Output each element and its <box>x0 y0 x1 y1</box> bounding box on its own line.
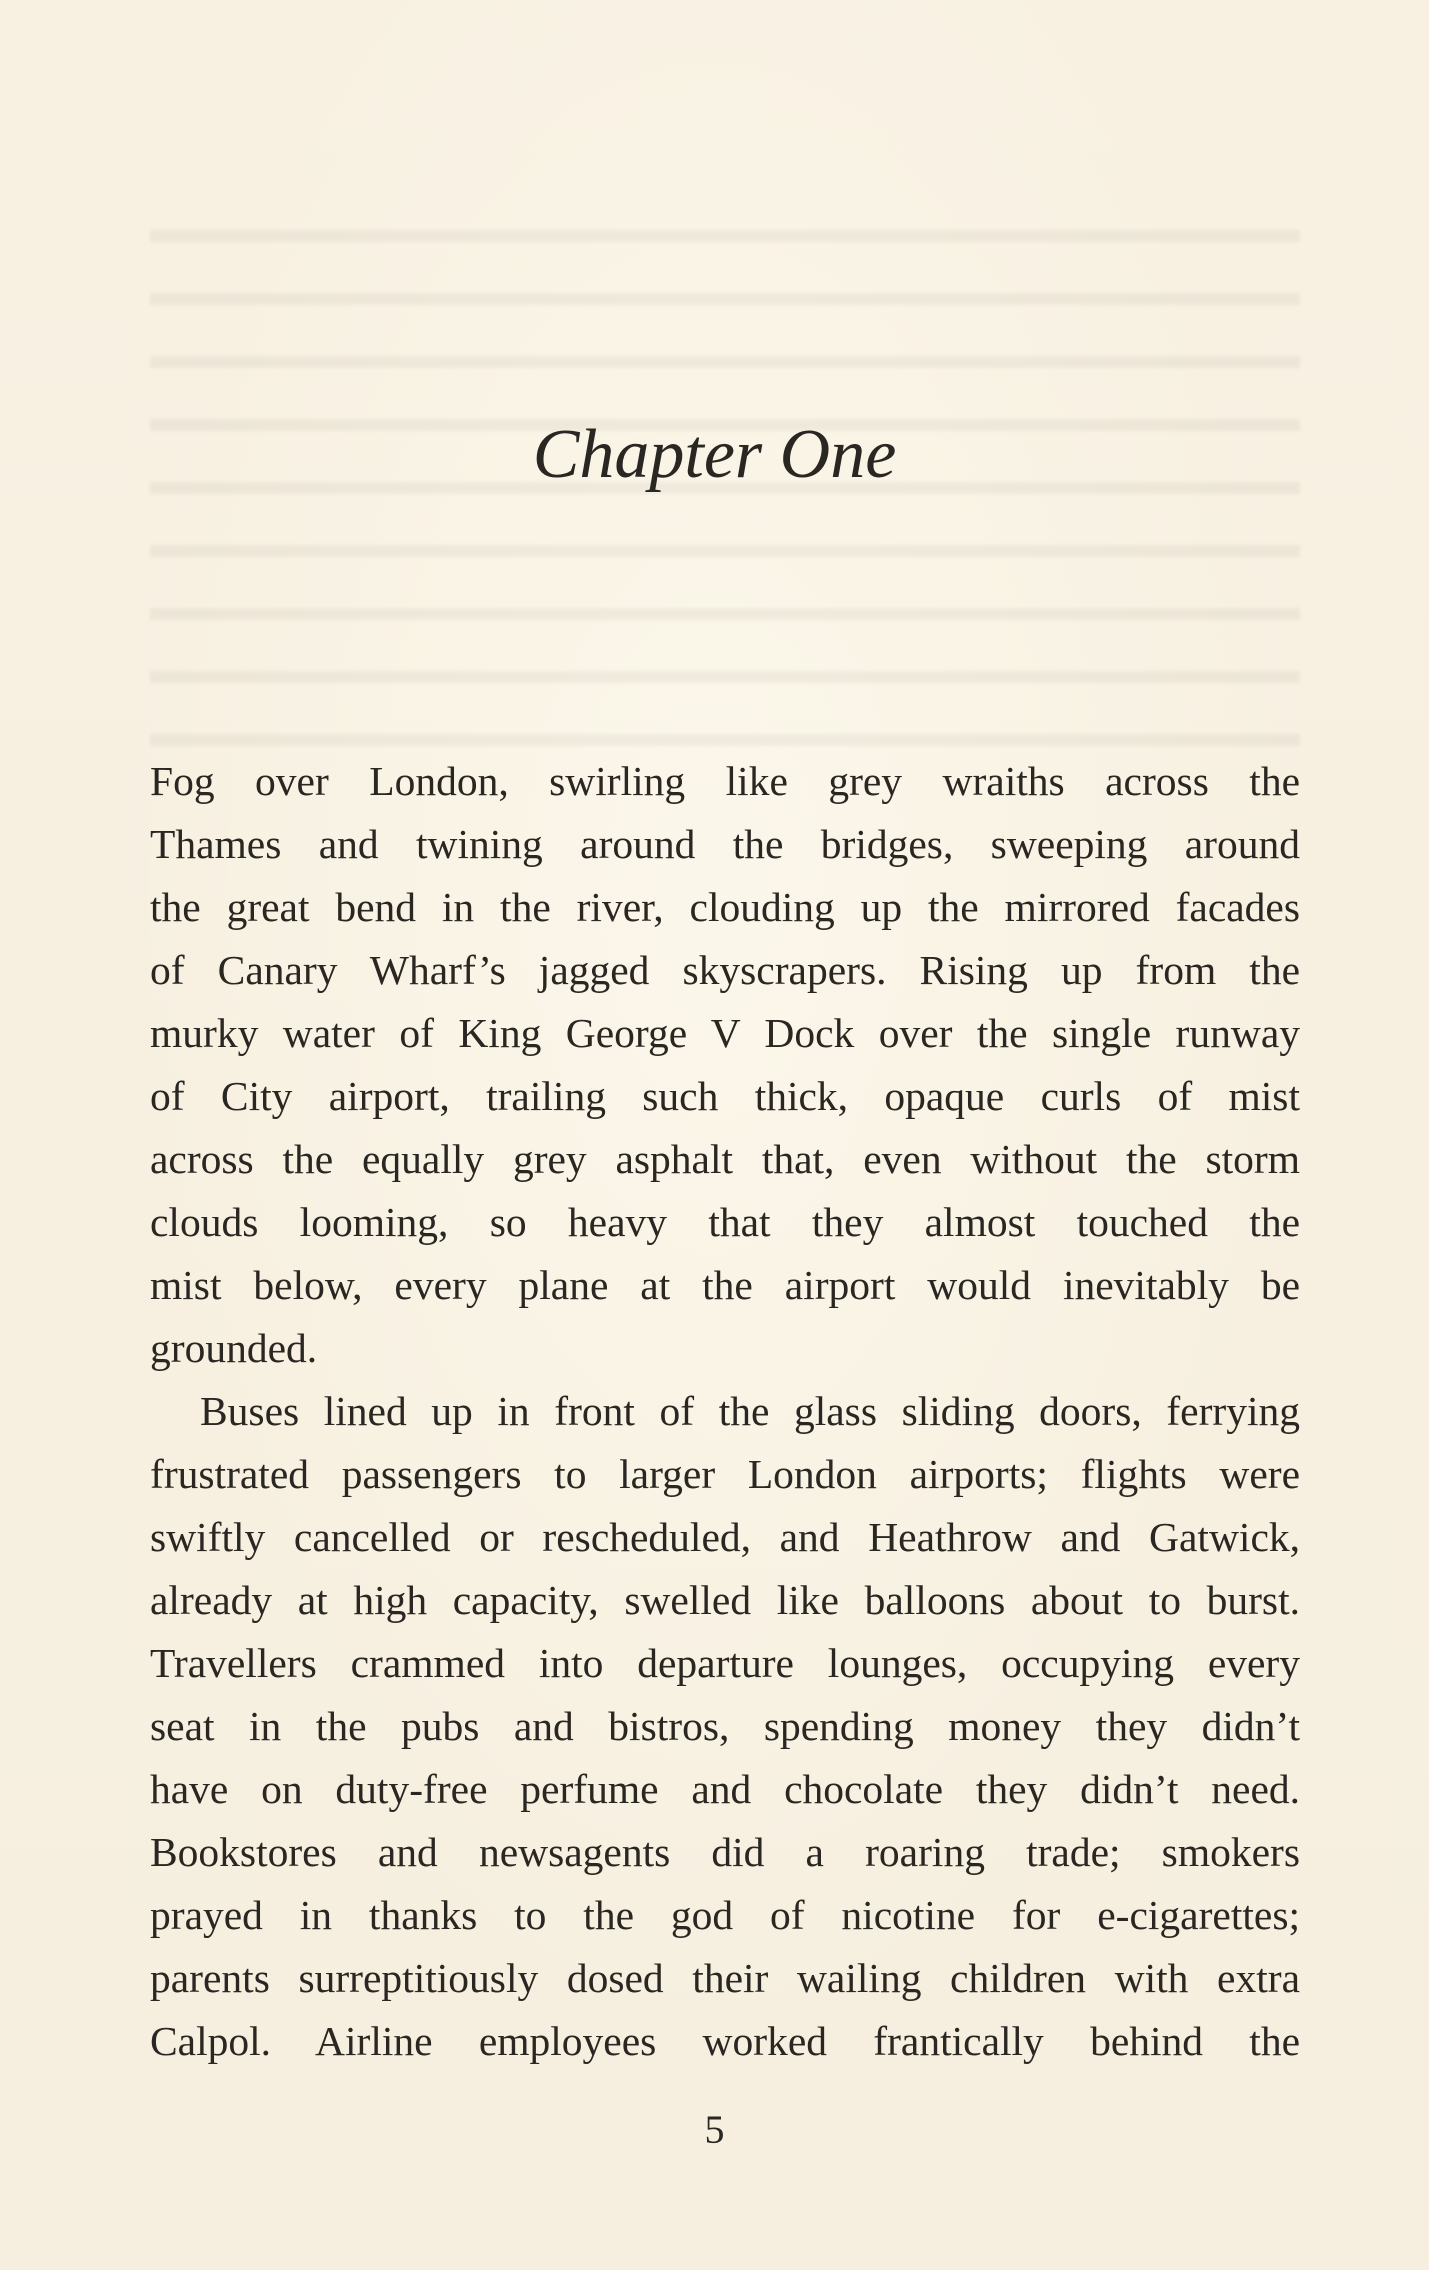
text-line: Fog over London, swirling like grey wraiths across the <box>150 758 1300 804</box>
text-line: Bookstores and newsagents did a roaring trade; smokers <box>150 1829 1300 1875</box>
text-line: frustrated passengers to larger London airports; flights were <box>150 1451 1300 1497</box>
text-line: already at high capacity, swelled like balloons about to burst. <box>150 1577 1300 1623</box>
text-line: murky water of King George V Dock over the single runway <box>150 1010 1300 1056</box>
text-line: mist below, every plane at the airport would inevitably be <box>150 1262 1300 1308</box>
text-line: swiftly cancelled or rescheduled, and Heathrow and Gatwick, <box>150 1514 1300 1560</box>
text-line: seat in the pubs and bistros, spending money they didn’t <box>150 1703 1300 1749</box>
text-line: Travellers crammed into departure lounges, occupying every <box>150 1640 1300 1686</box>
text-line: clouds looming, so heavy that they almost touched the <box>150 1199 1300 1245</box>
text-line: prayed in thanks to the god of nicotine for e-cigarettes; <box>150 1892 1300 1938</box>
body-text <box>150 750 1300 2073</box>
text-line: have on duty-free perfume and chocolate they didn’t need. <box>150 1766 1300 1812</box>
chapter-title: Chapter One <box>532 416 897 493</box>
text-line: the great bend in the river, clouding up the mirrored facades <box>150 884 1300 930</box>
text-line: Calpol. Airline employees worked frantically behind the <box>150 2018 1300 2064</box>
text-line: parents surreptitiously dosed their wailing children with extra <box>150 1955 1300 2001</box>
text-line: of Canary Wharf’s jagged skyscrapers. Rising up from the <box>150 947 1300 993</box>
text-line: grounded. <box>150 1325 318 1371</box>
text-line: Buses lined up in front of the glass sliding doors, ferrying <box>200 1388 1300 1434</box>
text-line: of City airport, trailing such thick, opaque curls of mist <box>150 1073 1300 1119</box>
text-line: across the equally grey asphalt that, even without the storm <box>150 1136 1300 1182</box>
text-line: Thames and twining around the bridges, sweeping around <box>150 821 1300 867</box>
page-number: 5 <box>704 2107 725 2152</box>
